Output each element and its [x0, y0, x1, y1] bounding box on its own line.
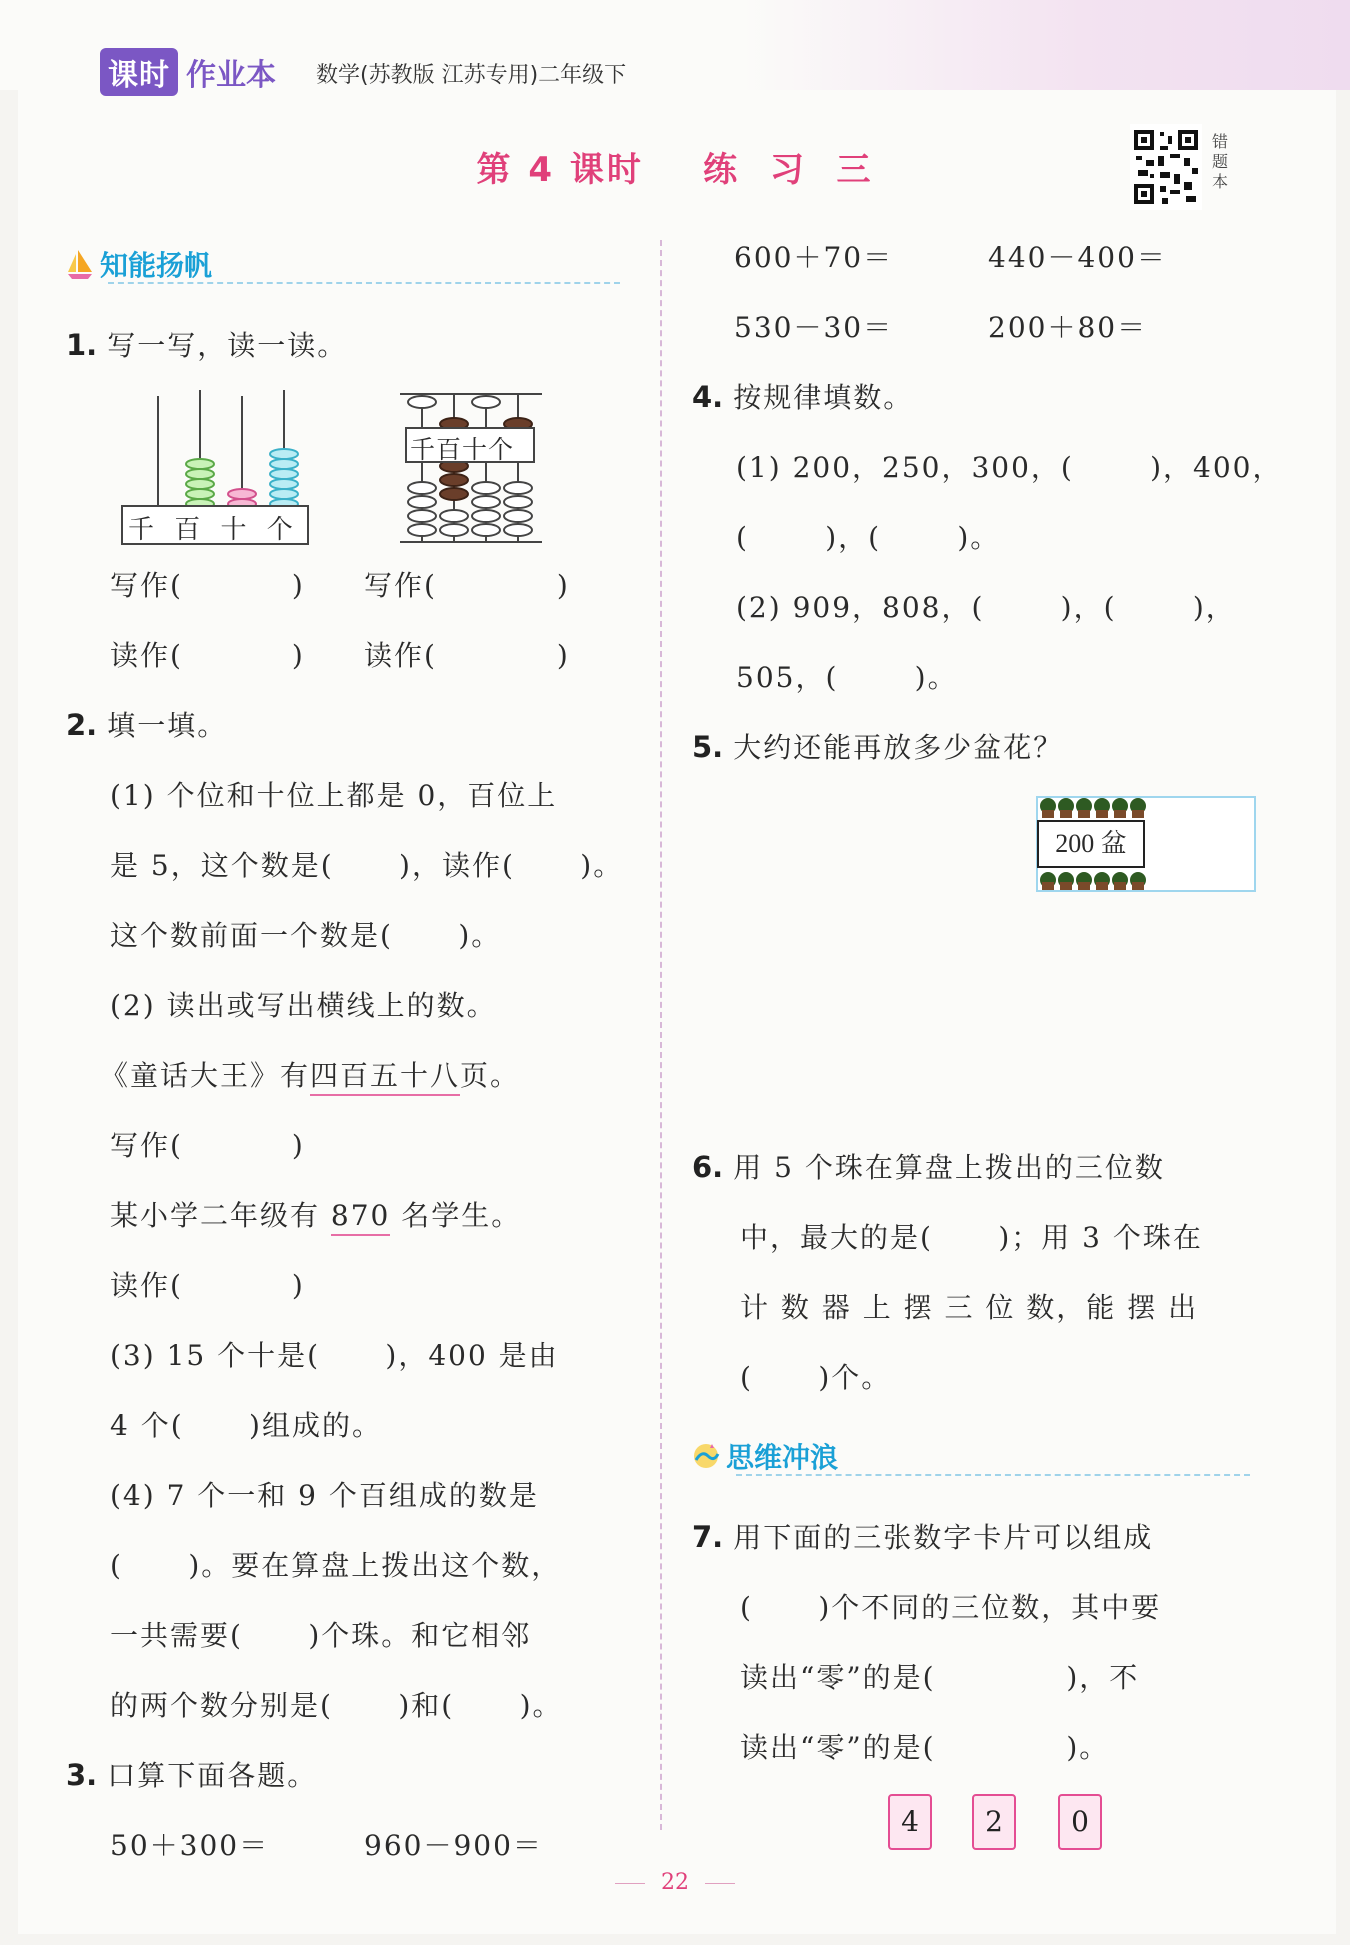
question-text: 用 5 个珠在算盘上拨出的三位数 — [733, 1151, 1165, 1184]
q4-prompt — [692, 376, 913, 416]
q2-line: ( )。要在算盘上拨出这个数， — [110, 1549, 562, 1582]
text: 页。 — [460, 1059, 521, 1092]
calc-item: 530－30＝ — [734, 311, 894, 344]
section-thinking — [692, 1436, 838, 1476]
qr-label-char: 本 — [1212, 172, 1229, 191]
q6-line — [692, 1146, 1165, 1186]
q2-line: (1) 个位和十位上都是 0，百位上 — [110, 779, 558, 812]
question-number: 5. — [692, 730, 724, 764]
q2-line: 4 个( )组成的。 — [110, 1409, 382, 1442]
digit-card: 0 — [1058, 1794, 1102, 1850]
read-a: 读作( ) — [110, 639, 305, 672]
abacus-b-label: 千百十个 — [410, 435, 515, 464]
brand — [100, 48, 276, 96]
brand-logo: 课时 — [100, 48, 178, 96]
question-number: 2. — [66, 708, 98, 742]
q4-line: (2) 909，808，( )，( )， — [736, 591, 1236, 624]
calc-item: 200＋80＝ — [988, 311, 1148, 344]
calc-item: 440－400＝ — [988, 241, 1167, 274]
q2-prompt — [66, 704, 227, 744]
question-number: 6. — [692, 1150, 724, 1184]
q2-line: 读作( ) — [110, 1269, 305, 1302]
q2-line: (2) 读出或写出横线上的数。 — [110, 989, 497, 1022]
q2-line: (3) 15 个十是( )，400 是由 — [110, 1339, 559, 1372]
question-number: 4. — [692, 380, 724, 414]
q5-prompt — [692, 726, 1063, 766]
q2-line — [110, 1194, 521, 1234]
q2-line: 是 5，这个数是( )，读作( )。 — [110, 849, 624, 882]
question-number: 1. — [66, 328, 98, 362]
write-a: 写作( ) — [110, 569, 305, 602]
question-text: 口算下面各题。 — [107, 1759, 318, 1792]
flower-count-label: 200 盆 — [1037, 820, 1145, 868]
q2-line: 这个数前面一个数是( )。 — [110, 919, 502, 952]
q6-line: 中，最大的是( )；用 3 个珠在 — [740, 1221, 1203, 1254]
q4-line: ( )，( )。 — [736, 521, 1001, 554]
q4-line: 505，( )。 — [736, 661, 958, 694]
q3-prompt — [66, 1754, 317, 1794]
read-b: 读作( ) — [364, 639, 570, 672]
section-knowledge — [66, 244, 212, 284]
qr-label-char: 题 — [1212, 152, 1229, 171]
q2-line: 一共需要( )个珠。和它相邻 — [110, 1619, 532, 1652]
brand-name: 作业本 — [186, 58, 276, 93]
q7-line: 读出“零”的是( )。 — [740, 1731, 1110, 1764]
q4-line: (1) 200，250，300，( )，400， — [736, 451, 1283, 484]
q7-line: 读出“零”的是( )，不 — [740, 1661, 1140, 1694]
calc-item: 960－900＝ — [364, 1829, 543, 1862]
question-number: 3. — [66, 1758, 98, 1792]
question-text: 用下面的三张数字卡片可以组成 — [733, 1521, 1154, 1554]
section-title: 知能扬帆 — [100, 249, 213, 282]
book-subtitle: 数学(苏教版 江苏专用)二年级下 — [316, 63, 627, 88]
question-text: 按规律填数。 — [733, 381, 914, 414]
section-title: 思维冲浪 — [726, 1441, 839, 1474]
qr-code-icon[interactable] — [1130, 124, 1202, 210]
page-number: 22 — [0, 1870, 1350, 1895]
text: 《童话大王》有 — [100, 1059, 311, 1092]
calc-item: 600＋70＝ — [734, 241, 894, 274]
column-divider — [660, 240, 662, 1830]
calc-item: 50＋300＝ — [110, 1829, 270, 1862]
q1-prompt — [66, 324, 347, 364]
sailboat-icon — [66, 248, 94, 280]
write-b: 写作( ) — [364, 569, 570, 602]
q2-line — [100, 1054, 520, 1094]
q7-line: ( )个不同的三位数，其中要 — [740, 1591, 1162, 1624]
q6-line: ( )个。 — [740, 1361, 892, 1394]
q2-line: 写作( ) — [110, 1129, 305, 1162]
q2-line: 的两个数分别是( )和( )。 — [110, 1689, 563, 1722]
underlined-number: 四百五十八 — [310, 1059, 460, 1096]
digit-card: 4 — [888, 1794, 932, 1850]
question-text: 填一填。 — [107, 709, 228, 742]
abacus-b — [398, 388, 548, 548]
digit-card: 2 — [972, 1794, 1016, 1850]
section-underline — [108, 282, 620, 284]
q7-line — [692, 1516, 1153, 1556]
wave-icon — [692, 1440, 720, 1472]
text: 某小学二年级有 — [110, 1199, 331, 1232]
underlined-number: 870 — [331, 1199, 390, 1236]
qr-label-char: 错 — [1212, 132, 1229, 151]
question-text: 写一写，读一读。 — [107, 329, 348, 362]
question-number: 7. — [692, 1520, 724, 1554]
question-text: 大约还能再放多少盆花？ — [733, 731, 1064, 764]
q6-line: 计 数 器 上 摆 三 位 数，能 摆 出 — [740, 1291, 1199, 1324]
q2-line: (4) 7 个一和 9 个百组成的数是 — [110, 1479, 539, 1512]
qr-label — [1212, 132, 1232, 192]
abacus-a-label: 千 百 十 个 — [128, 515, 299, 545]
text: 名学生。 — [390, 1199, 522, 1232]
section-underline — [736, 1474, 1250, 1476]
lesson-title: 第 4 课时 练 习 三 — [476, 150, 874, 190]
